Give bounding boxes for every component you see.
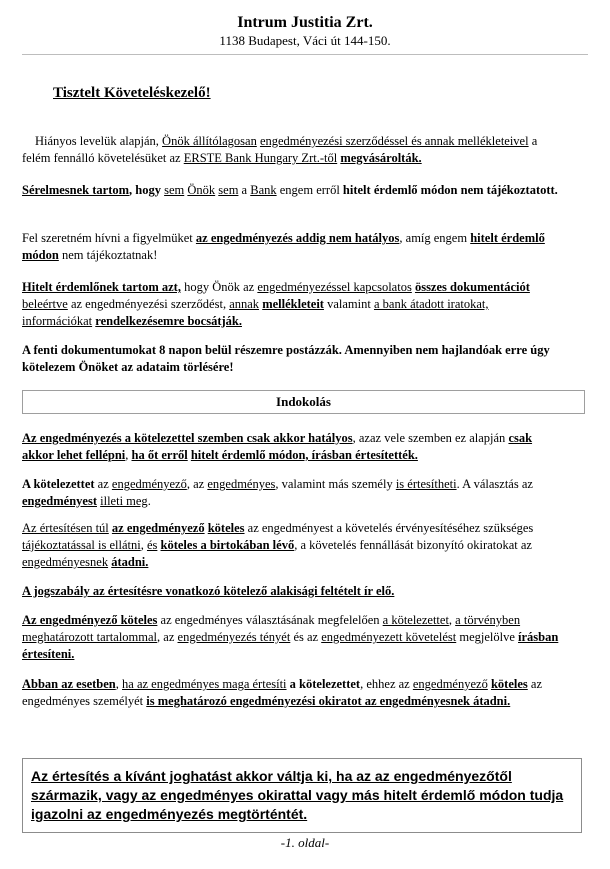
paragraph (22, 182, 560, 199)
reason-paragraph (22, 476, 560, 510)
text-run: , (448, 613, 456, 627)
text-run: a kötelezettet (382, 613, 449, 627)
reason-paragraph (22, 520, 560, 571)
text-run: , az (186, 477, 208, 491)
text-run: mellékleteit (262, 297, 324, 311)
text-run: köteles (207, 521, 245, 535)
text-run: átadni. (111, 555, 149, 569)
text-run: hitelt érdemlő módon nem tájékoztatott. (342, 183, 558, 197)
reason-paragraph (22, 583, 560, 600)
text-run: sem (218, 183, 239, 197)
text-run: A kötelezettet (22, 477, 95, 491)
text-run: engedményezési szerződéssel és annak mellékleteivel (259, 134, 529, 148)
text-run: köteles a birtokában lévő (160, 538, 295, 552)
text-run: Az engedményező köteles (22, 613, 158, 627)
text-run: az engedményes választásának megfelelően (157, 613, 383, 627)
text-run: ha őt erről (131, 448, 188, 462)
text-run: , hogy (129, 183, 165, 197)
text-run: hogy Önök az (180, 280, 258, 294)
text-run: hitelt érdemlő módon, írásban értesítették. (190, 448, 418, 462)
text-run: is értesítheti (395, 477, 457, 491)
reason-paragraph (22, 676, 560, 710)
text-run: nem tájékoztatnak! (58, 248, 158, 262)
text-run: hitelt érdemlő módon (22, 231, 545, 262)
text-run: sem (164, 183, 185, 197)
text-run: Az értesítésen túl (22, 521, 109, 535)
text-run: , (125, 448, 132, 462)
text-run: , ehhez az (360, 677, 413, 691)
text-run: engedményes (207, 477, 276, 491)
text-run: A jogszabály az értesítésre vonatkozó kötelező alakisági feltételt ír elő. (22, 584, 395, 598)
text-run: ha az engedményes maga értesíti (122, 677, 287, 691)
text-run: engem erről (276, 183, 343, 197)
text-run: , a követelés fennállását bizonyító okiratokat az (294, 538, 532, 552)
text-run: engedményezéssel kapcsolatos (257, 280, 412, 294)
text-run: engedményezett követelést (321, 630, 457, 644)
text-run: is meghatározó engedményezési okiratot az engedményesnek átadni. (146, 694, 511, 708)
text-run: engedményező (412, 677, 488, 691)
text-run: a felém fennálló követelésüket az (22, 134, 538, 165)
text-run: , amíg engem (399, 231, 471, 245)
text-run: megvásárolták. (340, 151, 422, 165)
reason-paragraph (22, 612, 560, 663)
text-run: írásban értesíteni. (22, 630, 559, 661)
company-name: Intrum Justitia Zrt. (237, 14, 373, 31)
text-run: az engedményezési szerződést, (67, 297, 230, 311)
conclusion-box: Az értesítés a kívánt joghatást akkor váltja ki, ha az az engedményezőtől származik, vagy az engedményes okirattal vagy más hitelt érdemlő módon tudja igazolni az engedményezés megtörténtét. (22, 758, 582, 833)
header-divider (22, 54, 588, 55)
text-run: beleértve (22, 297, 68, 311)
text-run: , (115, 677, 123, 691)
text-run: csak akkor lehet fellépni (22, 431, 533, 462)
text-run: , (140, 538, 147, 552)
section-title: Indokolás (22, 390, 585, 414)
text-run: Sérelmesnek tartom (22, 183, 130, 197)
text-run: köteles (490, 677, 528, 691)
text-run: az engedményező (111, 521, 205, 535)
text-run: annak (229, 297, 260, 311)
text-run: és az (290, 630, 322, 644)
text-run: . (147, 494, 151, 508)
paragraph (22, 279, 560, 330)
text-run: a (238, 183, 251, 197)
paragraph (22, 133, 560, 167)
text-run: az engedményezés addig nem hatályos (195, 231, 400, 245)
text-run: az engedményest a követelés érvényesítéséhez szükséges (244, 521, 534, 535)
text-run: az (94, 477, 112, 491)
text-run: , az (157, 630, 178, 644)
text-run: az engedményes személyét (22, 677, 542, 708)
text-run: engedményesnek (22, 555, 109, 569)
text-run: tájékoztatással is ellátni (22, 538, 141, 552)
text-run: Abban az esetben (22, 677, 116, 691)
text-run: Hiányos levelük alapján, (35, 134, 163, 148)
paragraph (22, 342, 560, 376)
text-run: valamint (323, 297, 374, 311)
text-run: összes dokumentációt (414, 280, 530, 294)
text-run: Fel szeretném hívni a figyelmüket (22, 231, 196, 245)
text-run: engedményező (111, 477, 187, 491)
text-run: engedményezés tényét (177, 630, 291, 644)
text-run: Önök (187, 183, 216, 197)
text-run: rendelkezésemre bocsátják. (95, 314, 242, 328)
text-run: a törvényben meghatározott tartalommal (22, 613, 521, 644)
text-run: illeti meg (100, 494, 148, 508)
text-run: . A választás az (456, 477, 533, 491)
text-run: Az engedményezés a kötelezettel szemben csak akkor hatályos (22, 431, 353, 445)
text-run: A fenti dokumentumokat 8 napon belül részemre postázzák. Amennyiben nem hajlandóak erre úgy kötelezem Önöket az adataim törlésére! (22, 343, 550, 374)
text-run: a bank átadott iratokat, információkat (22, 297, 489, 328)
text-run: és (146, 538, 158, 552)
text-run: ERSTE Bank Hungary Zrt.-től (183, 151, 338, 165)
page-number: -1. oldal- (280, 835, 330, 850)
reason-paragraph (22, 430, 560, 464)
text-run: , valamint más személy (275, 477, 396, 491)
text-run: Hitelt érdemlőnek tartom azt, (22, 280, 181, 294)
text-run: Bank (250, 183, 277, 197)
text-run: Önök állítólagosan (162, 134, 257, 148)
text-run: a kötelezettet (289, 677, 361, 691)
text-run: megjelölve (456, 630, 519, 644)
text-run: , azaz vele szemben ez alapján (352, 431, 509, 445)
company-address: 1138 Budapest, Váci út 144-150. (219, 33, 391, 48)
greeting: Tisztelt Követeléskezelő! (53, 85, 211, 101)
paragraph (22, 230, 560, 264)
text-run: engedményest (22, 494, 97, 508)
